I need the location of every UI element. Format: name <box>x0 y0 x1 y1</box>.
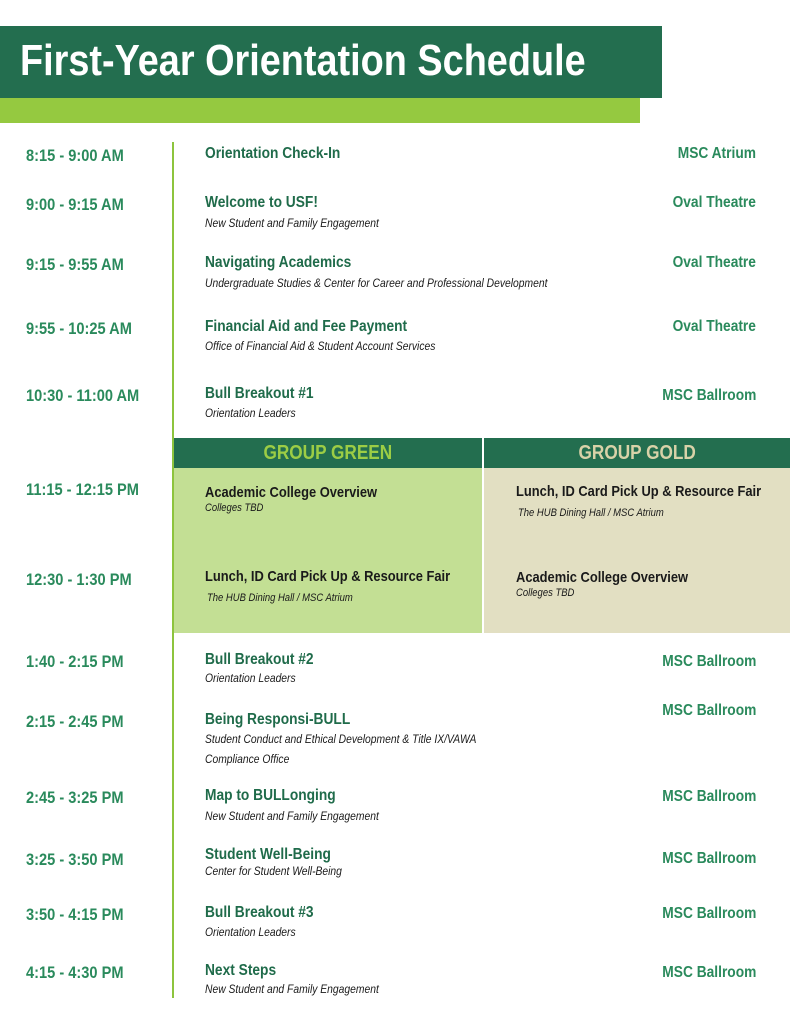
group-green-label: GROUP GREEN <box>263 441 393 464</box>
row-subtitle: Orientation Leaders <box>205 671 296 685</box>
row-location: MSC Atrium <box>677 145 756 162</box>
row-subtitle: New Student and Family Engagement <box>205 809 379 823</box>
group-green-header <box>174 438 482 468</box>
group-green-subtitle: The HUB Dining Hall / MSC Atrium <box>207 592 353 604</box>
row-location: MSC Ballroom <box>661 653 756 670</box>
group-time: 11:15 - 12:15 PM <box>26 480 139 499</box>
row-event: Map to BULLonging <box>205 787 336 804</box>
row-time: 8:15 - 9:00 AM <box>26 146 124 165</box>
row-event: Next Steps <box>205 962 277 979</box>
row-subtitle: Undergraduate Studies & Center for Career and Professional Development <box>205 276 548 290</box>
row-location: Oval Theatre <box>672 318 756 335</box>
row-location: Oval Theatre <box>672 194 756 211</box>
row-subtitle: Center for Student Well-Being <box>205 864 342 878</box>
row-time: 2:45 - 3:25 PM <box>26 788 124 807</box>
row-event: Welcome to USF! <box>205 194 318 211</box>
row-event: Bull Breakout #2 <box>205 651 314 668</box>
row-location: MSC Ballroom <box>661 850 756 867</box>
row-event: Navigating Academics <box>205 254 352 271</box>
row-time: 9:55 - 10:25 AM <box>26 319 132 338</box>
page-title: First-Year Orientation Schedule <box>20 36 586 85</box>
row-event: Orientation Check-In <box>205 145 341 162</box>
row-location: MSC Ballroom <box>661 905 756 922</box>
row-location: Oval Theatre <box>672 254 756 271</box>
row-event: Student Well-Being <box>205 846 331 863</box>
row-event: Being Responsi-BULL <box>205 711 351 728</box>
row-event: Bull Breakout #1 <box>205 385 314 402</box>
group-gold-event: Lunch, ID Card Pick Up & Resource Fair <box>516 483 762 500</box>
row-location: MSC Ballroom <box>661 788 756 805</box>
row-time: 3:25 - 3:50 PM <box>26 850 124 869</box>
group-green-event: Lunch, ID Card Pick Up & Resource Fair <box>205 568 451 585</box>
group-time: 12:30 - 1:30 PM <box>26 570 132 589</box>
row-subtitle: Student Conduct and Ethical Development & Title IX/VAWA <box>205 732 477 746</box>
row-location: MSC Ballroom <box>661 387 756 404</box>
group-gold-event: Academic College Overview <box>516 569 689 586</box>
row-time: 9:00 - 9:15 AM <box>26 195 124 214</box>
row-time: 10:30 - 11:00 AM <box>26 386 140 405</box>
row-subtitle-continued: Compliance Office <box>205 752 290 766</box>
row-time: 2:15 - 2:45 PM <box>26 712 124 731</box>
row-location: MSC Ballroom <box>661 702 756 719</box>
row-time: 1:40 - 2:15 PM <box>26 652 124 671</box>
row-time: 4:15 - 4:30 PM <box>26 963 124 982</box>
row-subtitle: Office of Financial Aid & Student Account Services <box>205 339 436 353</box>
row-time: 9:15 - 9:55 AM <box>26 255 124 274</box>
row-subtitle: New Student and Family Engagement <box>205 982 379 996</box>
group-green-event: Academic College Overview <box>205 484 378 501</box>
title-accent-bar <box>0 98 640 123</box>
group-gold-label: GROUP GOLD <box>578 441 696 464</box>
group-green-subtitle: Colleges TBD <box>205 502 264 514</box>
row-location: MSC Ballroom <box>661 964 756 981</box>
row-time: 3:50 - 4:15 PM <box>26 905 124 924</box>
group-gold-subtitle: The HUB Dining Hall / MSC Atrium <box>518 507 664 519</box>
row-event: Financial Aid and Fee Payment <box>205 318 408 335</box>
row-subtitle: New Student and Family Engagement <box>205 216 379 230</box>
row-event: Bull Breakout #3 <box>205 904 314 921</box>
group-gold-subtitle: Colleges TBD <box>516 587 575 599</box>
row-subtitle: Orientation Leaders <box>205 406 296 420</box>
row-subtitle: Orientation Leaders <box>205 925 296 939</box>
group-gold-header <box>484 438 790 468</box>
